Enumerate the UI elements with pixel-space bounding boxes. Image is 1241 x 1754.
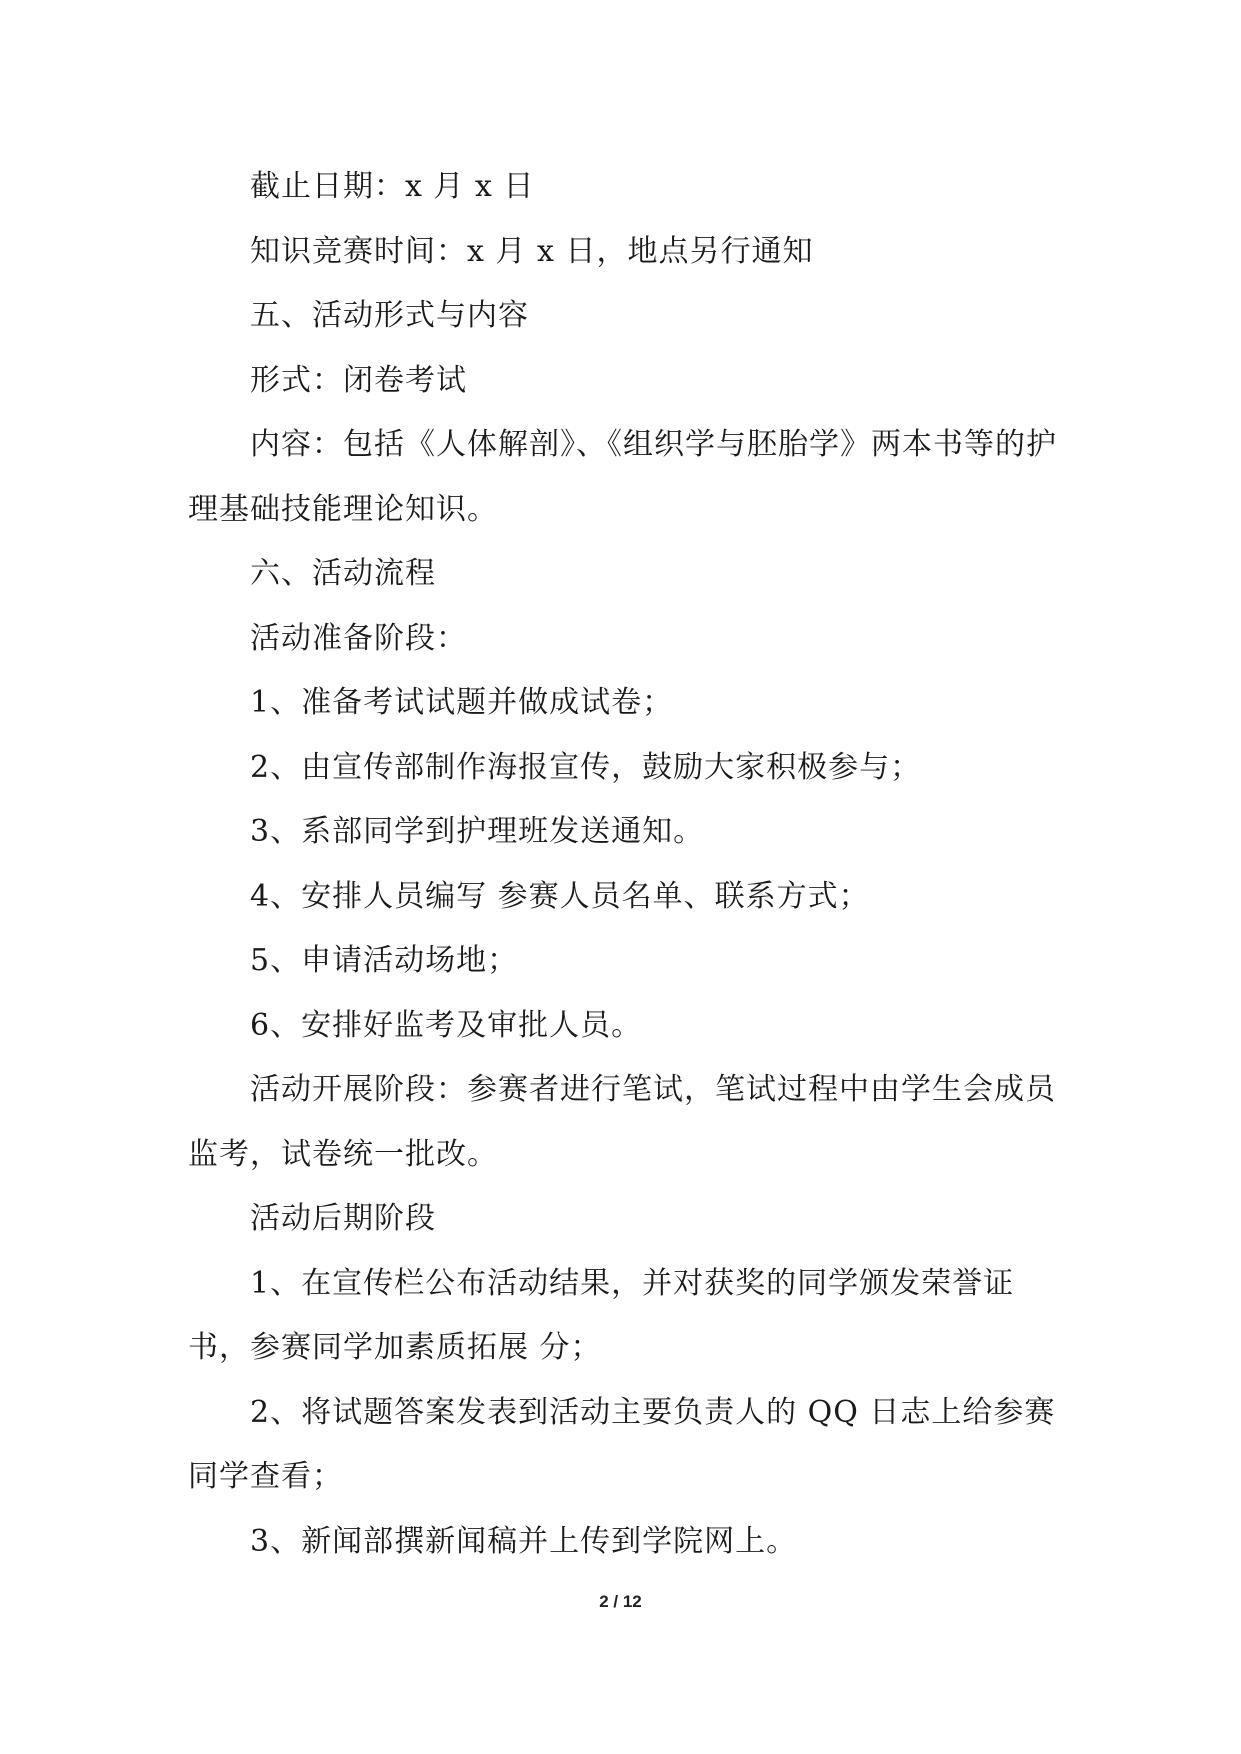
content-paragraph: 内容：包括《人体解剖》、《组织学与胚胎学》两本书等的护理基础技能理论知识。 — [188, 427, 1057, 527]
document-body — [188, 155, 1068, 1574]
post-stage-heading: 活动后期阶段 — [250, 1201, 436, 1236]
page-number: 2 / 12 — [599, 1592, 642, 1611]
deadline-line: 截止日期：x 月 x 日 — [250, 169, 535, 204]
list-item: 1、准备考试试题并做成试卷； — [250, 685, 674, 720]
execution-stage-paragraph: 活动开展阶段：参赛者进行笔试，笔试过程中由学生会成员监考，试卷统一批改。 — [188, 1072, 1056, 1172]
list-item: 2、将试题答案发表到活动主要负责人的 QQ 日志上给参赛同学查看； — [188, 1394, 1056, 1494]
list-item: 3、系部同学到护理班发送通知。 — [250, 814, 705, 849]
list-item: 3、新闻部撰新闻稿并上传到学院网上。 — [250, 1523, 798, 1559]
list-item: 5、申请活动场地； — [250, 943, 519, 978]
section-heading-five: 五、活动形式与内容 — [250, 298, 529, 333]
list-item: 2、由宣传部制作海报宣传，鼓励大家积极参与； — [250, 749, 922, 785]
list-item: 6、安排好监考及审批人员。 — [250, 1007, 643, 1043]
contest-time-line: 知识竞赛时间：x 月 x 日，地点另行通知 — [250, 233, 814, 269]
list-item: 4、安排人员编写 参赛人员名单、联系方式； — [250, 878, 870, 914]
section-heading-six: 六、活动流程 — [250, 556, 436, 591]
prep-stage-heading: 活动准备阶段： — [250, 620, 467, 656]
list-item: 1、在宣传栏公布活动结果，并对获奖的同学颁发荣誉证书，参赛同学加素质拓展 分； — [188, 1265, 1015, 1365]
format-line: 形式：闭卷考试 — [250, 362, 467, 398]
